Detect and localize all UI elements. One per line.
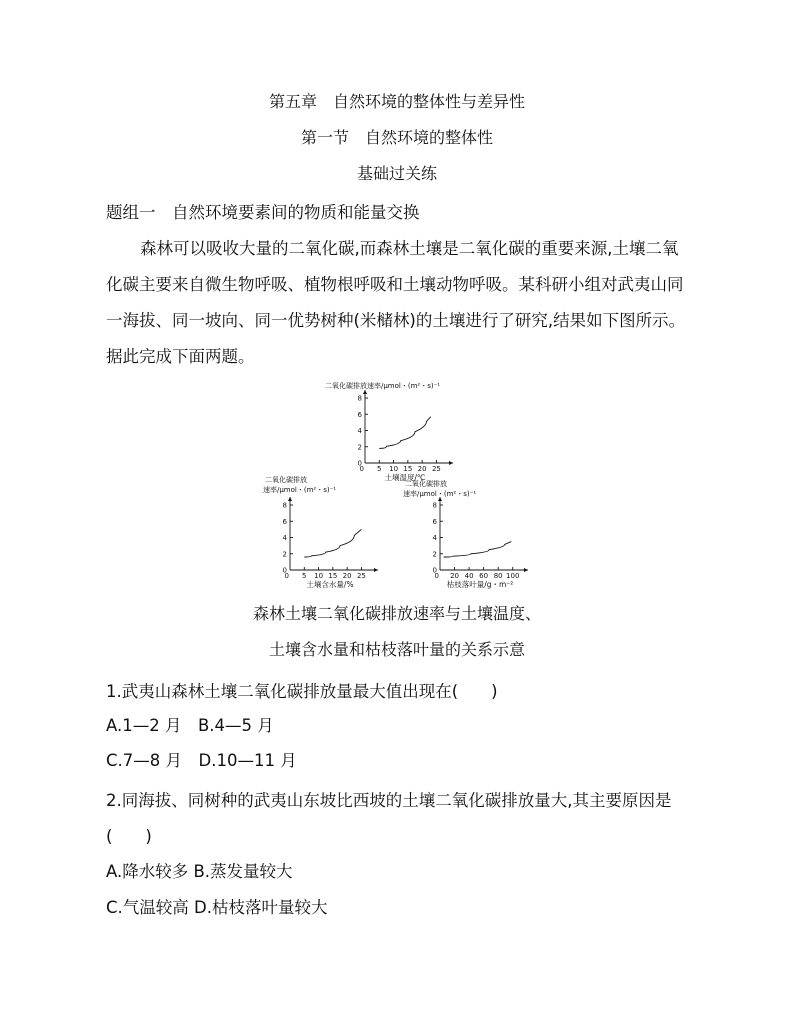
question-1-stem: 1.武夷山森林土壤二氧化碳排放量最大值出现在( )	[106, 682, 498, 701]
question-2-stem-cont: ( )	[106, 827, 152, 846]
x-tick-label: 40	[464, 572, 474, 580]
y-tick-label: 8	[432, 501, 437, 510]
x-tick-label: 10	[314, 572, 324, 580]
origin-label: 0	[359, 465, 364, 473]
group-title: 题组一 自然环境要素间的物质和能量交换	[106, 203, 420, 222]
x-tick-label: 10	[389, 465, 399, 473]
x-axis-label: 土壤含水量/%	[306, 580, 354, 589]
y-tick-label: 0	[357, 459, 362, 468]
x-tick-label: 5	[377, 465, 382, 473]
origin-label: 0	[284, 572, 289, 580]
x-axis-label: 土壤温度/℃	[384, 473, 426, 482]
passage-line: 据此完成下面两题。	[106, 347, 255, 366]
chart-title: 二氧化碳排放	[405, 480, 447, 488]
x-axis-label: 枯枝落叶量/g・m⁻²	[446, 580, 514, 589]
x-tick-label: 5	[302, 572, 307, 580]
chart-title: 二氧化碳排放	[265, 476, 307, 484]
x-tick-label: 60	[479, 572, 489, 580]
practice-title: 基础过关练	[356, 164, 437, 183]
y-axis-arrow	[363, 390, 367, 394]
passage-line: 一海拔、同一坡向、同一优势树种(米槠林)的土壤进行了研究,结果如下图所示。	[106, 311, 686, 330]
question-2-stem: 2.同海拔、同树种的武夷山东坡比西坡的土壤二氧化碳排放量大,其主要原因是	[106, 791, 672, 810]
origin-label: 0	[434, 572, 439, 580]
y-tick-label: 8	[282, 501, 287, 510]
y-tick-label: 2	[282, 550, 287, 559]
x-tick-label: 15	[403, 465, 413, 473]
question-2-options-cd: C.气温较高 D.枯枝落叶量较大	[106, 898, 328, 917]
y-tick-label: 4	[432, 534, 437, 542]
x-tick-label: 20	[417, 465, 427, 473]
y-tick-label: 2	[357, 443, 362, 452]
y-tick-label: 0	[432, 566, 437, 575]
y-tick-label: 6	[357, 410, 362, 419]
y-tick-label: 2	[432, 550, 437, 559]
y-tick-label: 4	[357, 427, 362, 435]
x-tick-label: 80	[493, 572, 503, 580]
passage-line: 化碳主要来自微生物呼吸、植物根呼吸和土壤动物呼吸。某科研小组对武夷山同	[106, 275, 684, 294]
y-tick-label: 0	[282, 566, 287, 575]
y-axis-arrow	[288, 497, 292, 501]
x-tick-label: 100	[506, 572, 520, 580]
figure-caption-line2: 土壤含水量和枯枝落叶量的关系示意	[268, 640, 525, 659]
x-tick-label: 25	[431, 465, 441, 473]
x-tick-label: 15	[328, 572, 338, 580]
series-line	[379, 417, 430, 449]
figure-caption-line1: 森林土壤二氧化碳排放速率与土壤温度、	[252, 604, 541, 623]
y-tick-label: 6	[432, 517, 437, 526]
question-1-options-ab: A.1—2 月 B.4—5 月	[106, 716, 274, 735]
chapter-title: 第五章 自然环境的整体性与差异性	[268, 92, 525, 111]
series-line	[444, 542, 512, 557]
x-tick-label: 25	[356, 572, 366, 580]
series-line	[304, 529, 361, 557]
question-2-options-ab: A.降水较多 B.蒸发量较大	[106, 862, 293, 881]
section-title: 第一节 自然环境的整体性	[300, 128, 493, 147]
x-tick-label: 20	[450, 572, 460, 580]
question-1-options-cd: C.7—8 月 D.10—11 月	[106, 751, 297, 770]
x-tick-label: 20	[342, 572, 352, 580]
y-tick-label: 4	[282, 534, 287, 542]
passage-line: 森林可以吸收大量的二氧化碳,而森林土壤是二氧化碳的重要来源,土壤二氧	[140, 239, 679, 258]
chart-title: 速率/μmol・(m²・s)⁻¹	[263, 486, 337, 494]
x-axis-arrow	[524, 568, 528, 572]
figure-charts	[255, 380, 520, 589]
x-axis-arrow	[374, 568, 378, 572]
x-axis-arrow	[449, 461, 453, 465]
y-tick-label: 8	[357, 394, 362, 403]
y-tick-label: 6	[282, 517, 287, 526]
chart-title: 速率/μmol・(m²・s)⁻¹	[403, 490, 477, 498]
chart-title: 二氧化碳排放速率/μmol・(m²・s)⁻¹	[325, 382, 441, 390]
